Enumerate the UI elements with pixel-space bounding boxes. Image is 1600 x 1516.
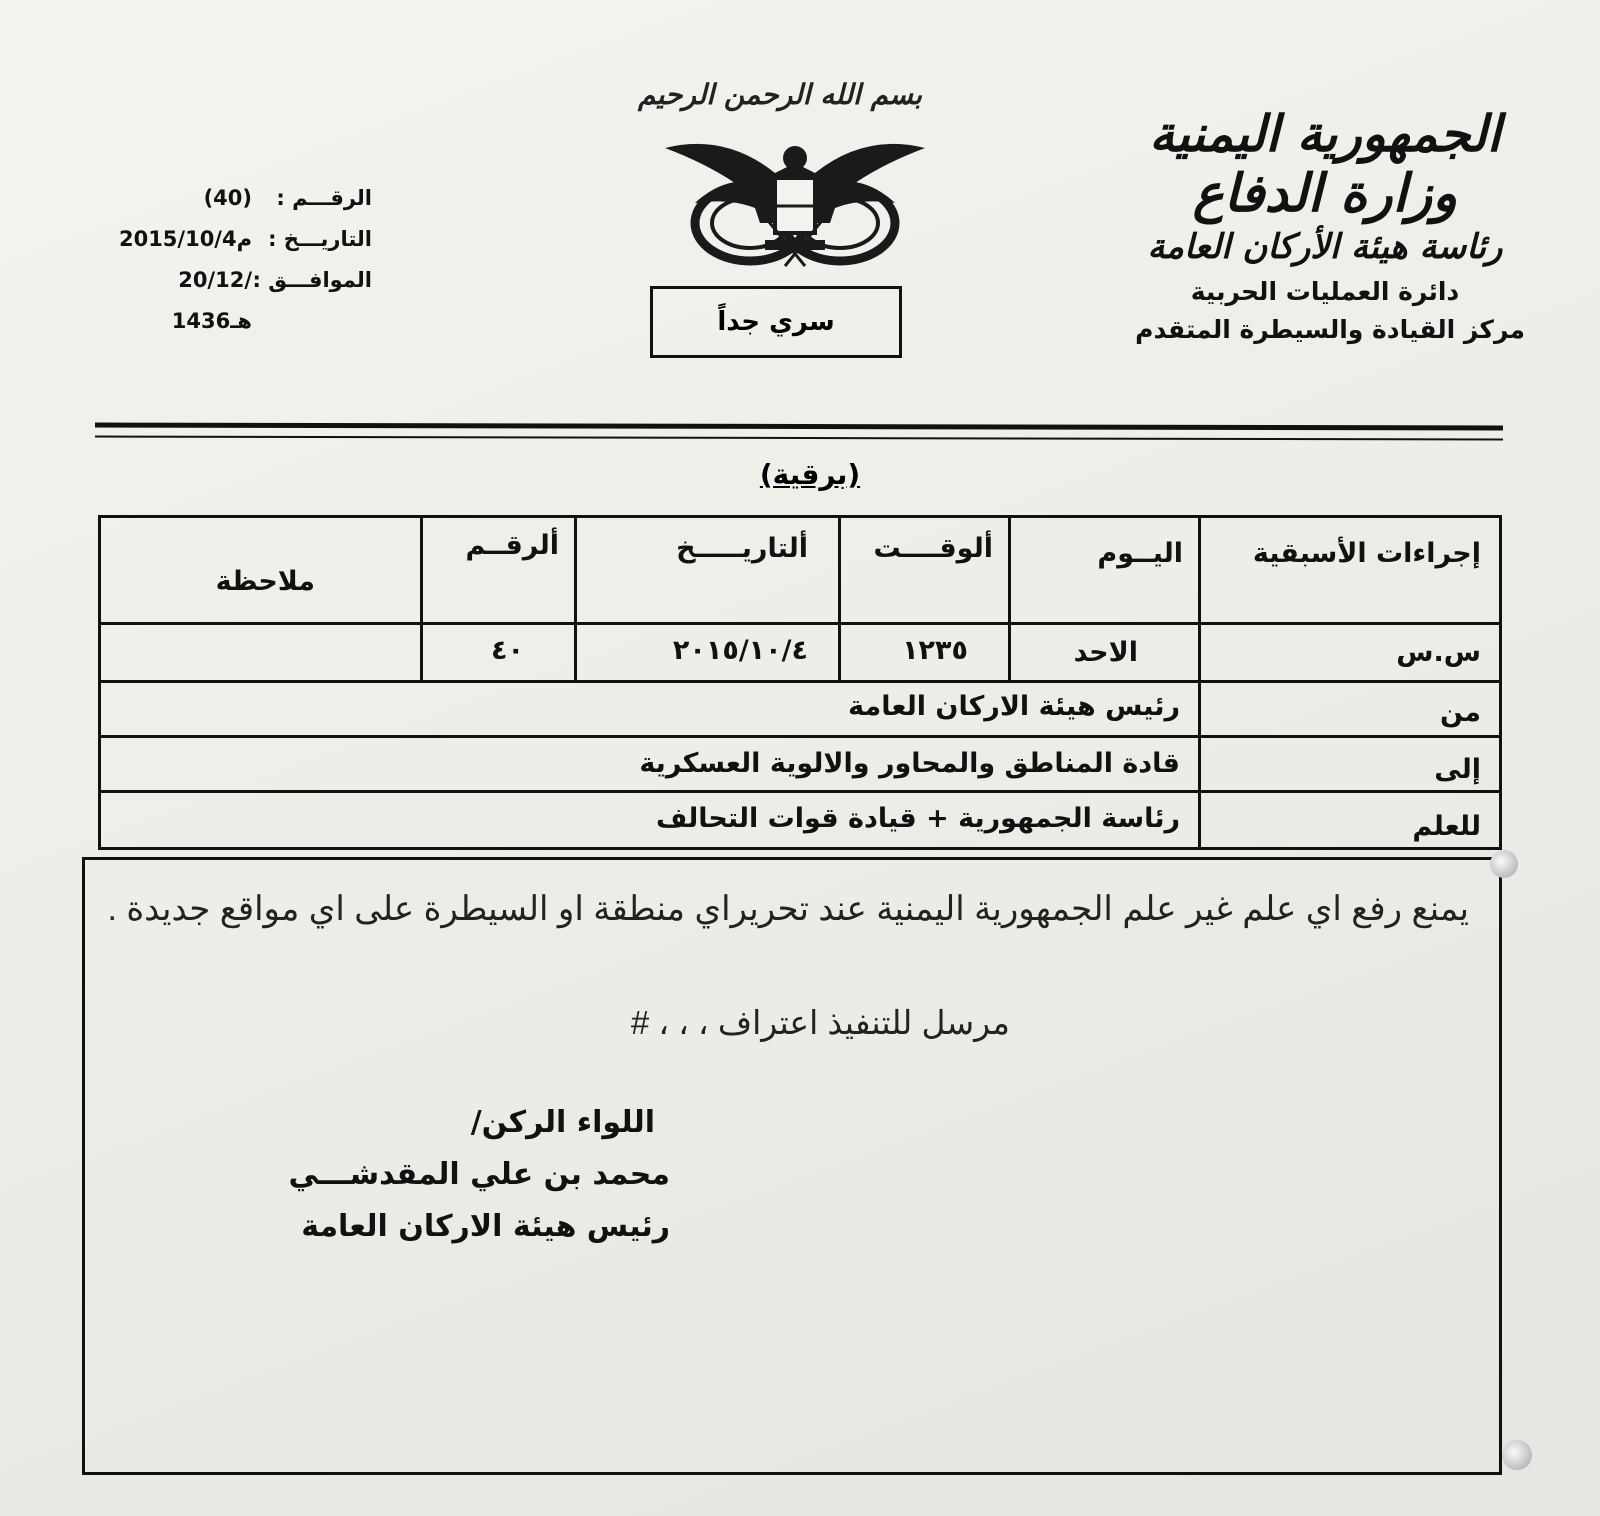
signature-block (270, 1097, 670, 1253)
pin-icon (1490, 850, 1518, 878)
to-value-cell (98, 735, 1201, 793)
classification-stamp: سري جداً (650, 286, 902, 358)
ministry-name: وزارة الدفاع (1192, 163, 1458, 224)
value-time: ١٢٣٥ (902, 635, 968, 666)
general-staff-name: رئاسة هيئة الأركان العامة (1147, 227, 1503, 267)
cc-value-cell (98, 790, 1201, 850)
header-priority: إجراءات الأسبقية (1252, 538, 1481, 569)
header-date: ألتاريـــــخ (676, 533, 808, 564)
value-cell-time (838, 622, 1011, 683)
reference-number-label: الرقـــم : (276, 186, 372, 210)
from-value: رئيس هيئة الاركان العامة (848, 691, 1180, 722)
center-name: مركز القيادة والسيطرة المتقدم (1135, 315, 1525, 344)
cc-label: للعلم (1412, 811, 1481, 842)
value-cell-priority (1198, 622, 1502, 683)
cc-value: رئاسة الجمهورية + قيادة قوات التحالف (655, 803, 1180, 834)
header-cell-note (98, 515, 423, 625)
value-day: الاحد (1073, 637, 1138, 668)
header-cell-number (420, 515, 577, 625)
reference-number-row (112, 178, 372, 219)
reference-date-value: 2015/10/4م (118, 227, 252, 251)
bismillah: بسم الله الرحمن الرحيم (638, 78, 922, 111)
telegram-table (98, 515, 1502, 859)
from-label: من (1439, 697, 1481, 728)
header-time: ألوقــــت (873, 533, 993, 564)
header-divider-thick (95, 423, 1503, 431)
header-cell-day (1008, 515, 1201, 625)
reference-block (112, 178, 372, 342)
header-cell-time (838, 515, 1011, 625)
reference-date-row (112, 219, 372, 260)
department-name: دائرة العمليات الحربية (1190, 277, 1460, 306)
reference-date-label: التاريـــخ : (268, 227, 372, 251)
to-label-cell (1198, 735, 1502, 793)
value-date: ٢٠١٥/١٠/٤ (672, 635, 808, 666)
from-label-cell (1198, 680, 1502, 738)
header-cell-priority (1198, 515, 1502, 625)
pin-icon (1502, 1440, 1532, 1470)
hijri-date-value: 20/12/ 1436هـ (171, 268, 252, 333)
header-divider-thin (95, 436, 1503, 441)
value-cell-number (420, 622, 577, 683)
value-cell-date (574, 622, 841, 683)
closing-line: مرسل للتنفيذ اعتراف ، ، ، # (630, 1004, 1010, 1041)
letterhead (1065, 104, 1525, 349)
message-body-text: يمنع رفع اي علم غير علم الجمهورية اليمنية عند تحريراي منطقة او السيطرة على اي مواقع جديدة . (107, 890, 1469, 928)
republic-name: الجمهورية اليمنية (1149, 104, 1501, 163)
hijri-date-row (112, 260, 372, 342)
document-type-title: (برقية) (759, 458, 861, 491)
to-value: قادة المناطق والمحاور والالوية العسكرية (639, 748, 1180, 779)
reference-number-value: (40) (203, 186, 252, 210)
hijri-date-label: الموافـــق : (252, 268, 372, 292)
value-number: ٤٠ (491, 635, 524, 666)
signatory-name: محمد بن علي المقدشـــي (288, 1157, 670, 1192)
header-number: ألرقــم (465, 530, 559, 561)
value-priority: س.س (1396, 637, 1481, 668)
to-label: إلى (1434, 754, 1481, 785)
eagle-emblem-icon (655, 128, 935, 268)
header-note: ملاحظة (215, 566, 315, 597)
value-cell-note (98, 622, 423, 683)
header-day: اليــوم (1097, 538, 1183, 569)
value-cell-day (1008, 622, 1201, 683)
from-value-cell (98, 680, 1201, 738)
cc-label-cell (1198, 790, 1502, 850)
header-cell-date (574, 515, 841, 625)
signatory-rank: اللواء الركن/ (470, 1105, 655, 1140)
signatory-title: رئيس هيئة الاركان العامة (301, 1209, 670, 1244)
